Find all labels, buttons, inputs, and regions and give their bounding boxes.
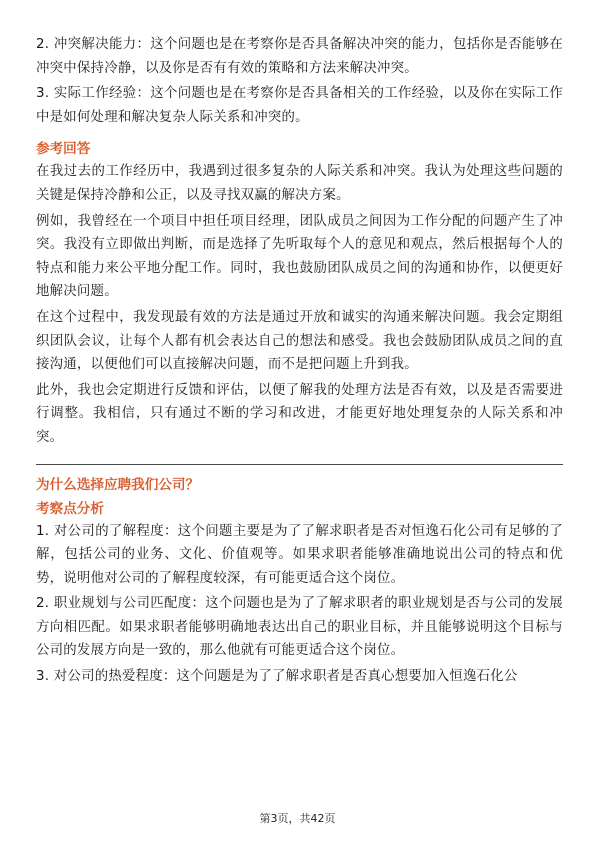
section-divider	[36, 464, 563, 465]
reference-paragraph-2: 例如，我曾经在一个项目中担任项目经理，团队成员之间因为工作分配的问题产生了冲突。我没有立即做出判断，而是选择了先听取每个人的意见和观点，然后根据每个人的特点和能力来公平地分配工作。同时，我也鼓励团队成员之间的沟通和协作，以便更好地解决问题。	[36, 213, 563, 300]
reference-paragraph-3: 在这个过程中，我发现最有效的方法是通过开放和诚实的沟通来解决问题。我会定期组织团队会议，让每个人都有机会表达自己的想法和感受。我也会鼓励团队成员之间的直接沟通，以便他们可以直接解决问题，而不是把问题上升到我。	[36, 309, 563, 373]
page-content	[36, 33, 563, 689]
question-title: 为什么选择应聘我们公司？	[36, 476, 200, 493]
paragraph-conflict-resolution: 2. 冲突解决能力：这个问题也是在考察你是否具备解决冲突的能力，包括你是否能够在冲突中保持冷静，以及你是否有有效的策略和方法来解决冲突。	[36, 37, 563, 76]
analysis-heading: 考察点分析	[36, 500, 104, 517]
analysis-paragraph-2: 2. 职业规划与公司匹配度：这个问题也是为了了解求职者的职业规划是否与公司的发展方向相匹配。如果求职者能够明确地表达出自己的职业目标，并且能够说明这个目标与公司的发展方向是一致的，那么他就有可能更适合这个岗位。	[36, 596, 563, 659]
paragraph-work-experience: 3. 实际工作经验：这个问题也是在考察你是否具备相关的工作经验，以及你在实际工作中是如何处理和解决复杂人际关系和冲突的。	[36, 86, 563, 125]
analysis-paragraph-1: 1. 对公司的了解程度：这个问题主要是为了了解求职者是否对恒逸石化公司有足够的了解，包括公司的业务、文化、价值观等。如果求职者能够准确地说出公司的特点和优势，说明他对公司的了解程度较深，有可能更适合这个岗位。	[36, 523, 563, 586]
reference-answer-heading: 参考回答	[36, 141, 91, 158]
page-number-footer: 第3页，共42页	[259, 812, 336, 825]
analysis-paragraph-3: 3. 对公司的热爱程度：这个问题是为了了解求职者是否真心想要加入恒逸石化公	[36, 669, 518, 685]
reference-paragraph-1: 在我过去的工作经历中，我遇到过很多复杂的人际关系和冲突。我认为处理这些问题的关键是保持冷静和公正，以及寻找双赢的解决方案。	[36, 164, 563, 203]
reference-paragraph-4: 此外，我也会定期进行反馈和评估，以便了解我的处理方法是否有效，以及是否需要进行调整。我相信，只有通过不断的学习和改进，才能更好地处理复杂的人际关系和冲突。	[36, 382, 563, 445]
